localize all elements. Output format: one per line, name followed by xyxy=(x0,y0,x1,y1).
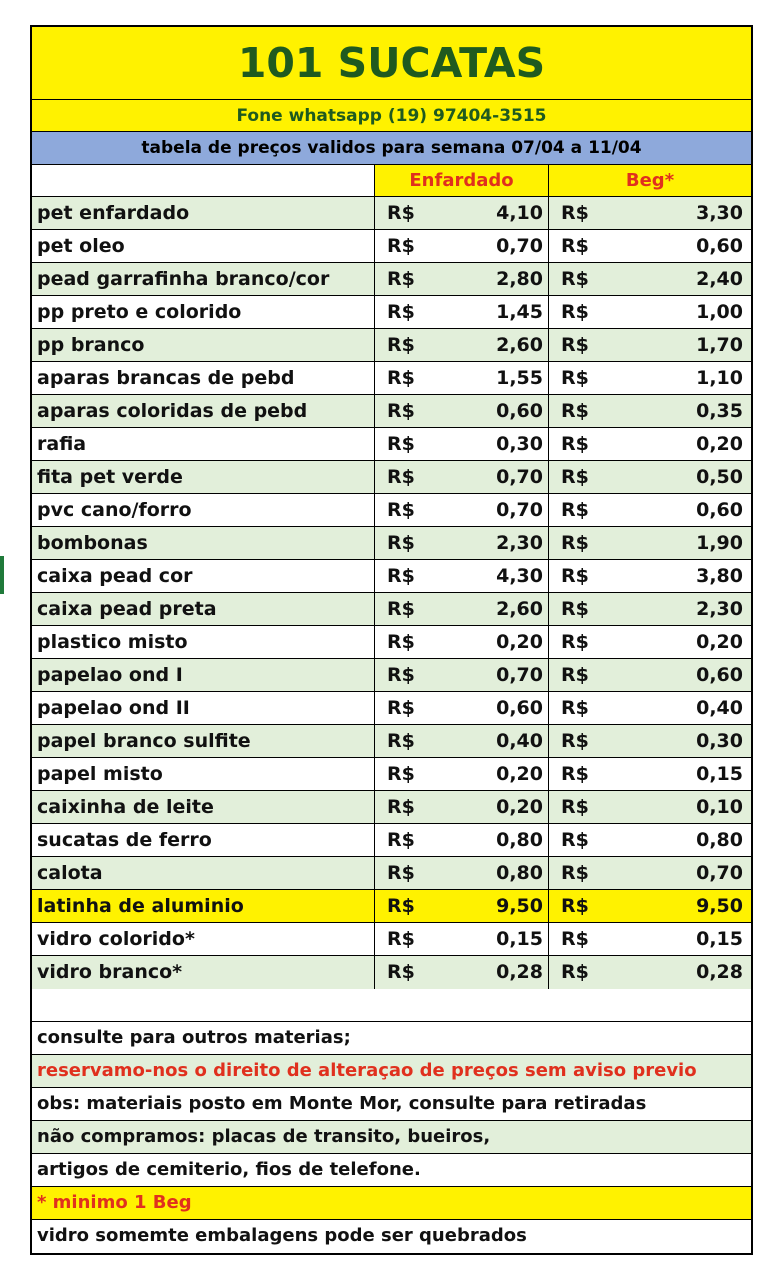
price-beg: 3,30 xyxy=(696,202,743,224)
note-not-buy-cont: artigos de cemiterio, fios de telefone. xyxy=(32,1154,751,1187)
item-name: plastico misto xyxy=(32,626,375,658)
currency-enfardado: R$ xyxy=(387,796,415,818)
price-beg: 0,60 xyxy=(696,235,743,257)
price-enfardado: 0,60 xyxy=(433,395,549,427)
item-name: aparas brancas de pebd xyxy=(32,362,375,394)
price-beg: 0,60 xyxy=(696,664,743,686)
item-name: pet oleo xyxy=(32,230,375,262)
price-beg: 0,28 xyxy=(696,961,743,983)
table-row xyxy=(32,659,751,692)
table-row xyxy=(32,824,751,857)
currency-beg: R$ xyxy=(561,466,589,488)
column-header-row xyxy=(32,165,751,197)
price-beg: 2,30 xyxy=(696,598,743,620)
price-enfardado: 0,20 xyxy=(433,791,549,823)
currency-beg: R$ xyxy=(561,598,589,620)
table-row xyxy=(32,560,751,593)
currency-beg: R$ xyxy=(561,763,589,785)
currency-enfardado: R$ xyxy=(387,202,415,224)
price-enfardado: 0,60 xyxy=(433,692,549,724)
price-enfardado: 4,10 xyxy=(433,197,549,229)
item-name: caixinha de leite xyxy=(32,791,375,823)
table-row xyxy=(32,890,751,923)
week-validity: tabela de preços validos para semana 07/04 a 11/04 xyxy=(32,132,751,165)
price-beg: 0,70 xyxy=(696,862,743,884)
item-name: pet enfardado xyxy=(32,197,375,229)
currency-enfardado: R$ xyxy=(387,598,415,620)
table-row xyxy=(32,329,751,362)
item-name: sucatas de ferro xyxy=(32,824,375,856)
table-row xyxy=(32,725,751,758)
currency-beg: R$ xyxy=(561,664,589,686)
currency-beg: R$ xyxy=(561,202,589,224)
currency-beg: R$ xyxy=(561,433,589,455)
table-row xyxy=(32,362,751,395)
currency-enfardado: R$ xyxy=(387,400,415,422)
currency-enfardado: R$ xyxy=(387,730,415,752)
currency-enfardado: R$ xyxy=(387,268,415,290)
item-name: latinha de aluminio xyxy=(32,890,375,922)
price-enfardado: 2,30 xyxy=(433,527,549,559)
currency-enfardado: R$ xyxy=(387,499,415,521)
table-row xyxy=(32,791,751,824)
price-enfardado: 1,55 xyxy=(433,362,549,394)
item-name: rafia xyxy=(32,428,375,460)
item-name: papelao ond I xyxy=(32,659,375,691)
table-row xyxy=(32,527,751,560)
price-beg: 0,80 xyxy=(696,829,743,851)
currency-enfardado: R$ xyxy=(387,631,415,653)
currency-enfardado: R$ xyxy=(387,961,415,983)
price-enfardado: 2,80 xyxy=(433,263,549,295)
price-enfardado: 0,80 xyxy=(433,857,549,889)
currency-enfardado: R$ xyxy=(387,235,415,257)
column-header-beg: Beg* xyxy=(549,165,751,196)
currency-enfardado: R$ xyxy=(387,895,415,917)
currency-beg: R$ xyxy=(561,499,589,521)
note-location: obs: materiais posto em Monte Mor, consulte para retiradas xyxy=(32,1088,751,1121)
price-beg: 0,40 xyxy=(696,697,743,719)
price-beg: 1,00 xyxy=(696,301,743,323)
price-enfardado: 0,70 xyxy=(433,659,549,691)
price-beg: 0,15 xyxy=(696,928,743,950)
table-row xyxy=(32,923,751,956)
price-enfardado: 0,40 xyxy=(433,725,549,757)
price-enfardado: 0,80 xyxy=(433,824,549,856)
price-beg: 0,20 xyxy=(696,631,743,653)
currency-enfardado: R$ xyxy=(387,301,415,323)
price-enfardado: 9,50 xyxy=(433,890,549,922)
currency-beg: R$ xyxy=(561,301,589,323)
note-minimum: * minimo 1 Beg xyxy=(32,1187,751,1220)
item-name: caixa pead cor xyxy=(32,560,375,592)
table-row xyxy=(32,626,751,659)
header-empty-cell xyxy=(32,165,375,196)
currency-beg: R$ xyxy=(561,631,589,653)
price-enfardado: 0,20 xyxy=(433,758,549,790)
note-not-buy: não compramos: placas de transito, bueiros, xyxy=(32,1121,751,1154)
price-rows xyxy=(32,197,751,989)
table-row xyxy=(32,395,751,428)
currency-beg: R$ xyxy=(561,235,589,257)
table-row xyxy=(32,461,751,494)
item-name: pp branco xyxy=(32,329,375,361)
note-rights: reservamo-nos o direito de alteraçao de preços sem aviso previo xyxy=(32,1055,751,1088)
item-name: papel branco sulfite xyxy=(32,725,375,757)
currency-enfardado: R$ xyxy=(387,532,415,554)
item-name: fita pet verde xyxy=(32,461,375,493)
table-row xyxy=(32,296,751,329)
price-beg: 0,15 xyxy=(696,763,743,785)
phone-line: Fone whatsapp (19) 97404-3515 xyxy=(32,100,751,132)
price-enfardado: 0,20 xyxy=(433,626,549,658)
price-enfardado: 2,60 xyxy=(433,329,549,361)
price-enfardado: 0,70 xyxy=(433,494,549,526)
price-enfardado: 2,60 xyxy=(433,593,549,625)
table-row xyxy=(32,758,751,791)
price-table xyxy=(30,25,753,1255)
currency-enfardado: R$ xyxy=(387,763,415,785)
currency-beg: R$ xyxy=(561,697,589,719)
item-name: papel misto xyxy=(32,758,375,790)
currency-beg: R$ xyxy=(561,532,589,554)
notes-section xyxy=(32,989,751,1253)
price-beg: 0,10 xyxy=(696,796,743,818)
price-beg: 9,50 xyxy=(696,895,743,917)
currency-beg: R$ xyxy=(561,400,589,422)
price-beg: 0,35 xyxy=(696,400,743,422)
item-name: bombonas xyxy=(32,527,375,559)
currency-enfardado: R$ xyxy=(387,697,415,719)
item-name: pvc cano/forro xyxy=(32,494,375,526)
edge-marker xyxy=(0,556,4,594)
currency-enfardado: R$ xyxy=(387,664,415,686)
item-name: vidro branco* xyxy=(32,956,375,989)
currency-enfardado: R$ xyxy=(387,928,415,950)
item-name: pead garrafinha branco/cor xyxy=(32,263,375,295)
price-beg: 1,10 xyxy=(696,367,743,389)
currency-enfardado: R$ xyxy=(387,466,415,488)
currency-enfardado: R$ xyxy=(387,829,415,851)
currency-beg: R$ xyxy=(561,829,589,851)
price-beg: 0,20 xyxy=(696,433,743,455)
price-beg: 0,60 xyxy=(696,499,743,521)
currency-beg: R$ xyxy=(561,730,589,752)
price-beg: 0,50 xyxy=(696,466,743,488)
currency-enfardado: R$ xyxy=(387,565,415,587)
table-row xyxy=(32,230,751,263)
price-beg: 0,30 xyxy=(696,730,743,752)
note-consult: consulte para outros materias; xyxy=(32,1022,751,1055)
currency-enfardado: R$ xyxy=(387,367,415,389)
table-row xyxy=(32,263,751,296)
price-beg: 1,70 xyxy=(696,334,743,356)
price-enfardado: 0,28 xyxy=(433,956,549,989)
currency-enfardado: R$ xyxy=(387,862,415,884)
item-name: papelao ond II xyxy=(32,692,375,724)
note-glass: vidro somemte embalagens pode ser quebrados xyxy=(32,1220,751,1253)
item-name: caixa pead preta xyxy=(32,593,375,625)
price-beg: 3,80 xyxy=(696,565,743,587)
currency-enfardado: R$ xyxy=(387,433,415,455)
currency-beg: R$ xyxy=(561,862,589,884)
currency-beg: R$ xyxy=(561,367,589,389)
price-enfardado: 0,15 xyxy=(433,923,549,955)
currency-beg: R$ xyxy=(561,268,589,290)
table-row xyxy=(32,956,751,989)
column-header-enfardado: Enfardado xyxy=(375,165,549,196)
item-name: calota xyxy=(32,857,375,889)
currency-enfardado: R$ xyxy=(387,334,415,356)
currency-beg: R$ xyxy=(561,895,589,917)
price-enfardado: 4,30 xyxy=(433,560,549,592)
price-beg: 2,40 xyxy=(696,268,743,290)
item-name: vidro colorido* xyxy=(32,923,375,955)
item-name: pp preto e colorido xyxy=(32,296,375,328)
table-row xyxy=(32,197,751,230)
currency-beg: R$ xyxy=(561,796,589,818)
currency-beg: R$ xyxy=(561,928,589,950)
table-row xyxy=(32,494,751,527)
table-row xyxy=(32,692,751,725)
table-row xyxy=(32,857,751,890)
table-row xyxy=(32,593,751,626)
table-title: 101 SUCATAS xyxy=(32,27,751,100)
price-enfardado: 1,45 xyxy=(433,296,549,328)
price-beg: 1,90 xyxy=(696,532,743,554)
price-enfardado: 0,70 xyxy=(433,230,549,262)
currency-beg: R$ xyxy=(561,961,589,983)
price-enfardado: 0,70 xyxy=(433,461,549,493)
table-row xyxy=(32,428,751,461)
item-name: aparas coloridas de pebd xyxy=(32,395,375,427)
blank-row xyxy=(32,989,751,1022)
currency-beg: R$ xyxy=(561,334,589,356)
price-enfardado: 0,30 xyxy=(433,428,549,460)
currency-beg: R$ xyxy=(561,565,589,587)
